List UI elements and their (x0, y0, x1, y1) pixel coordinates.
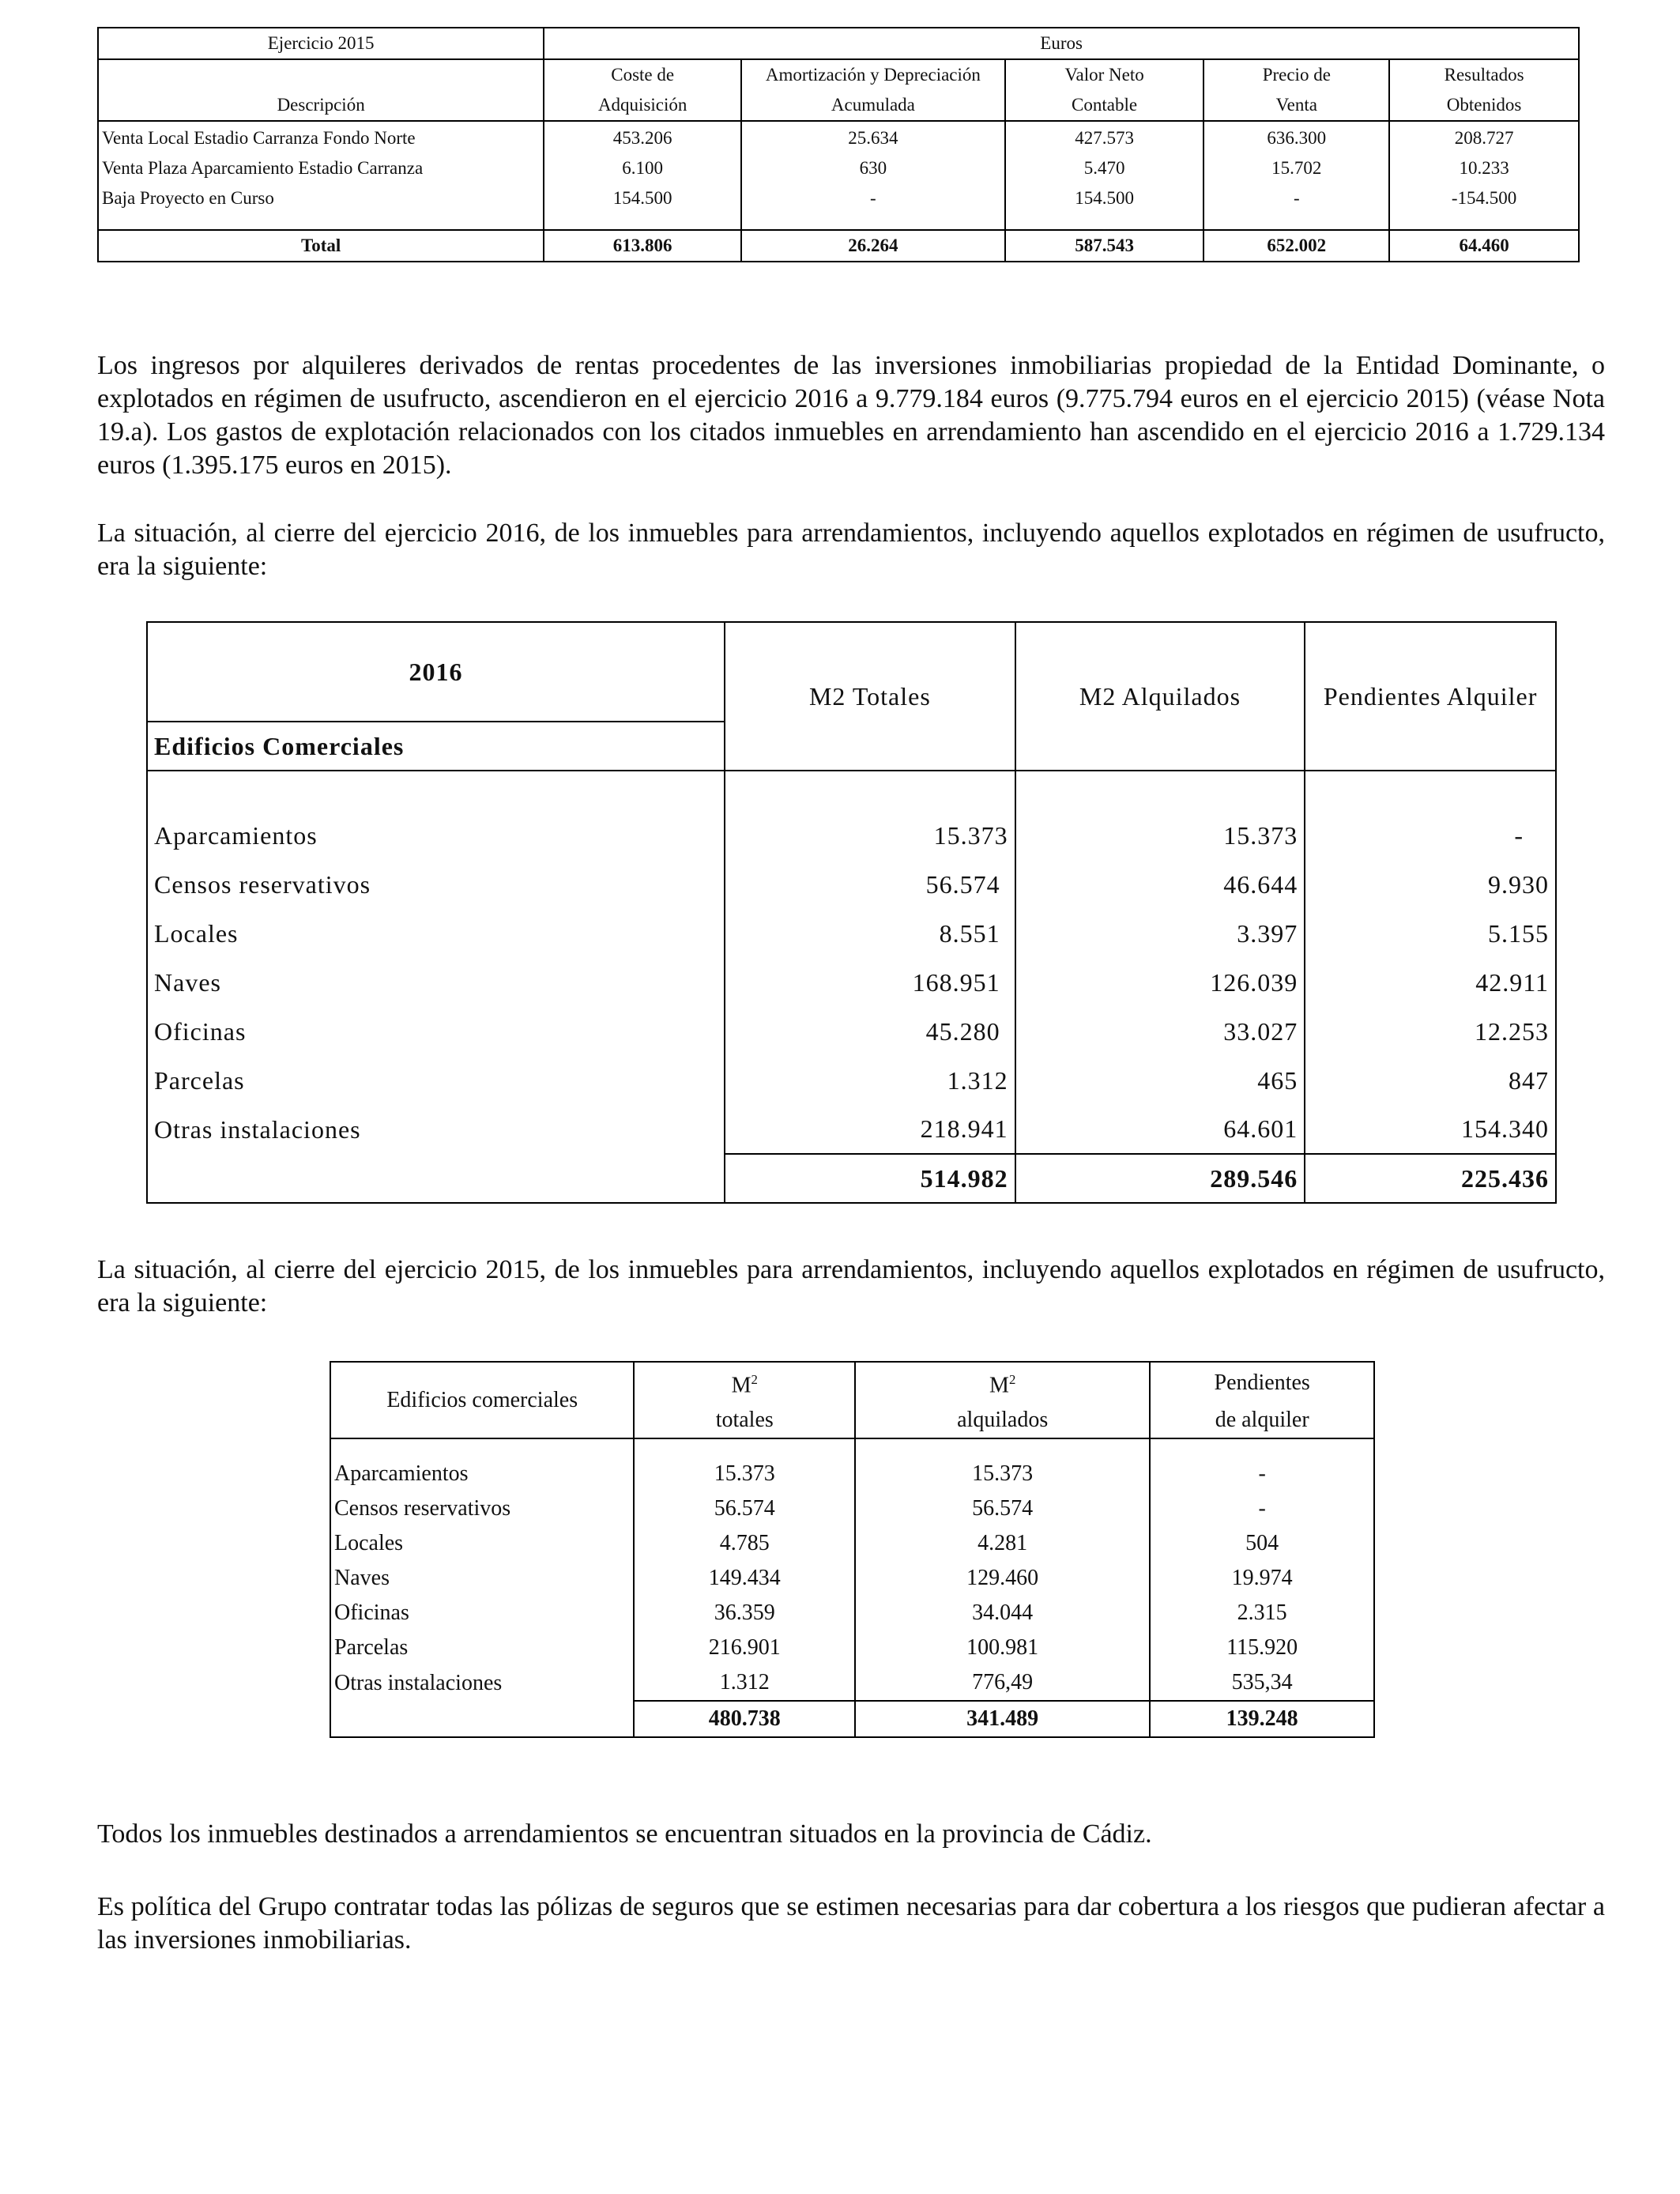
table-row (147, 1007, 1556, 1056)
col-header: Venta (1203, 90, 1389, 121)
table-cell: 218.941 (725, 1105, 1015, 1154)
table-cell: 42.911 (1305, 958, 1556, 1007)
col-header: Pendientes Alquiler (1305, 622, 1556, 771)
sales-2015-table (97, 27, 1580, 262)
col-header: Resultados (1389, 59, 1579, 90)
col-header-description: Descripción (98, 90, 544, 121)
col-header: M2 Totales (725, 622, 1015, 771)
table-cell: 427.573 (1005, 123, 1204, 153)
table-cell: - (1150, 1457, 1374, 1491)
col-header: $M^2$ (855, 1362, 1150, 1403)
table-cell: Baja Proyecto en Curso (98, 183, 544, 213)
table-cell: 33.027 (1015, 1007, 1305, 1056)
table-cell: Parcelas (147, 1056, 725, 1105)
total-row (147, 1154, 1556, 1203)
table-cell: 4.785 (634, 1526, 855, 1561)
col-header: Coste de (544, 59, 741, 90)
header-ejercicio: Ejercicio 2015 (98, 28, 544, 59)
table-cell: 776,49 (855, 1665, 1150, 1701)
table-cell: Venta Plaza Aparcamiento Estadio Carranza (98, 153, 544, 183)
table-cell: 126.039 (1015, 958, 1305, 1007)
col-header: Precio de (1203, 59, 1389, 90)
table-cell: - (741, 183, 1005, 213)
table-cell: 4.281 (855, 1526, 1150, 1561)
table-header-row (98, 59, 1579, 90)
table-cell: 36.359 (634, 1596, 855, 1630)
table-cell: Otras instalaciones (330, 1665, 634, 1701)
table-cell: Oficinas (330, 1596, 634, 1630)
table-cell: 12.253 (1305, 1007, 1556, 1056)
table-cell: Aparcamientos (147, 811, 725, 860)
total-cell: 480.738 (634, 1701, 855, 1737)
total-cell: 139.248 (1150, 1701, 1374, 1737)
table-cell: Naves (330, 1561, 634, 1596)
table-cell: Naves (147, 958, 725, 1007)
col-header: Obtenidos (1389, 90, 1579, 121)
properties-2015-table (330, 1361, 1375, 1738)
table-cell: 3.397 (1015, 909, 1305, 958)
table-cell: 115.920 (1150, 1630, 1374, 1665)
total-cell: 289.546 (1015, 1154, 1305, 1203)
table-row (330, 1526, 1374, 1561)
table-cell: 15.373 (634, 1457, 855, 1491)
table-cell: Oficinas (147, 1007, 725, 1056)
table-cell: 5.155 (1305, 909, 1556, 958)
table-cell: 636.300 (1203, 123, 1389, 153)
table-cell: - (1203, 183, 1389, 213)
table-cell: 46.644 (1015, 860, 1305, 909)
col-header: Contable (1005, 90, 1204, 121)
table-cell: 56.574 (634, 1491, 855, 1526)
table-row (147, 1105, 1556, 1154)
table-cell: Locales (147, 909, 725, 958)
col-header: Acumulada (741, 90, 1005, 121)
table-cell: 15.702 (1203, 153, 1389, 183)
table-row (330, 1630, 1374, 1665)
col-header: $M^2$ (634, 1362, 855, 1403)
col-header: alquilados (855, 1403, 1150, 1438)
total-row (98, 230, 1579, 262)
table-cell: Censos reservativos (330, 1491, 634, 1526)
table-cell: 149.434 (634, 1561, 855, 1596)
table-cell: 15.373 (1015, 811, 1305, 860)
table-cell: 6.100 (544, 153, 741, 183)
table-row (98, 153, 1579, 183)
table-cell: 504 (1150, 1526, 1374, 1561)
table-row (330, 1457, 1374, 1491)
total-cell: 225.436 (1305, 1154, 1556, 1203)
table-cell: 129.460 (855, 1561, 1150, 1596)
table-cell: 25.634 (741, 123, 1005, 153)
table-cell: 630 (741, 153, 1005, 183)
table-year: 2016 (147, 622, 725, 722)
table-row (147, 811, 1556, 860)
table-cell: 100.981 (855, 1630, 1150, 1665)
table-cell: 56.574 (855, 1491, 1150, 1526)
table-cell: 154.500 (544, 183, 741, 213)
table-cell: 45.280 (725, 1007, 1015, 1056)
col-header: totales (634, 1403, 855, 1438)
total-cell: 514.982 (725, 1154, 1015, 1203)
table-row (147, 909, 1556, 958)
table-row (147, 958, 1556, 1007)
table-cell: 34.044 (855, 1596, 1150, 1630)
table-cell: 453.206 (544, 123, 741, 153)
table-cell: - (1150, 1491, 1374, 1526)
table-cell: Parcelas (330, 1630, 634, 1665)
col-header: M2 Alquilados (1015, 622, 1305, 771)
col-header-description: Edificios comerciales (330, 1362, 634, 1438)
table-cell: Censos reservativos (147, 860, 725, 909)
table-header-row (98, 28, 1579, 59)
paragraph-situation-2015: La situación, al cierre del ejercicio 2015, de los inmuebles para arrendamientos, incluyendo aquellos explotados en régimen de usufructo, era la siguiente: (97, 1255, 1605, 1318)
header-euros: Euros (544, 28, 1579, 59)
total-cell: 26.264 (741, 230, 1005, 262)
table-cell: 15.373 (855, 1457, 1150, 1491)
col-header: Adquisición (544, 90, 741, 121)
table-row (147, 860, 1556, 909)
total-cell: 587.543 (1005, 230, 1204, 262)
col-header: de alquiler (1150, 1403, 1374, 1438)
table-cell: 154.500 (1005, 183, 1204, 213)
table-cell: 154.340 (1305, 1105, 1556, 1154)
total-cell: 341.489 (855, 1701, 1150, 1737)
paragraph-situation-2016: La situación, al cierre del ejercicio 2016, de los inmuebles para arrendamientos, incluyendo aquellos explotados en régimen de usufructo, era la siguiente: (97, 518, 1605, 581)
table-row (330, 1561, 1374, 1596)
col-header: Valor Neto (1005, 59, 1204, 90)
paragraph-income: Los ingresos por alquileres derivados de rentas procedentes de las inversiones inmobiliarias propiedad de la Entidad Dominante, o explotados en régimen de usufructo, ascendieron en el ejercicio 2016 a 9.779.184 euros (9.775.794 euros en el ejercicio 2015) (véase Nota 19.a). Los gastos de explotación relacionados con los citados inmuebles en arrendamiento han ascendido en el ejercicio 2016 a 1.729.134 euros (1.395.175 euros en 2015). (97, 351, 1605, 480)
total-cell: 613.806 (544, 230, 741, 262)
table-header-row (98, 90, 1579, 121)
table-cell: 64.601 (1015, 1105, 1305, 1154)
table-cell: 2.315 (1150, 1596, 1374, 1630)
properties-2016-table (146, 621, 1557, 1204)
table-row (330, 1491, 1374, 1526)
table-cell: 1.312 (725, 1056, 1015, 1105)
table-cell: 847 (1305, 1056, 1556, 1105)
table-cell: 1.312 (634, 1665, 855, 1701)
table-cell: 216.901 (634, 1630, 855, 1665)
total-row (330, 1701, 1374, 1737)
total-label: Total (98, 230, 544, 262)
table-cell: 8.551 (725, 909, 1015, 958)
table-row (98, 183, 1579, 213)
table-row (98, 123, 1579, 153)
col-header: Pendientes (1150, 1362, 1374, 1403)
table-subtitle: Edificios Comerciales (147, 722, 725, 771)
table-cell: Locales (330, 1526, 634, 1561)
table-cell: Otras instalaciones (147, 1105, 725, 1154)
table-cell: - (1305, 811, 1556, 860)
col-header: Amortización y Depreciación (741, 59, 1005, 90)
table-cell: -154.500 (1389, 183, 1579, 213)
table-cell: 5.470 (1005, 153, 1204, 183)
table-cell: 56.574 (725, 860, 1015, 909)
table-cell: 10.233 (1389, 153, 1579, 183)
total-cell: 652.002 (1203, 230, 1389, 262)
table-cell: 19.974 (1150, 1561, 1374, 1596)
paragraph-location: Todos los inmuebles destinados a arrendamientos se encuentran situados en la provincia de Cádiz. (97, 1819, 1152, 1849)
table-cell: 15.373 (725, 811, 1015, 860)
table-cell: 208.727 (1389, 123, 1579, 153)
table-cell: Aparcamientos (330, 1457, 634, 1491)
table-cell: 168.951 (725, 958, 1015, 1007)
total-cell: 64.460 (1389, 230, 1579, 262)
paragraph-insurance: Es política del Grupo contratar todas las pólizas de seguros que se estimen necesarias para dar cobertura a los riesgos que pudieran afectar a las inversiones inmobiliarias. (97, 1892, 1605, 1955)
table-cell: 9.930 (1305, 860, 1556, 909)
table-row (330, 1596, 1374, 1630)
table-row (330, 1665, 1374, 1701)
table-cell: 535,34 (1150, 1665, 1374, 1701)
table-row (147, 1056, 1556, 1105)
table-cell: 465 (1015, 1056, 1305, 1105)
table-cell: Venta Local Estadio Carranza Fondo Norte (98, 123, 544, 153)
